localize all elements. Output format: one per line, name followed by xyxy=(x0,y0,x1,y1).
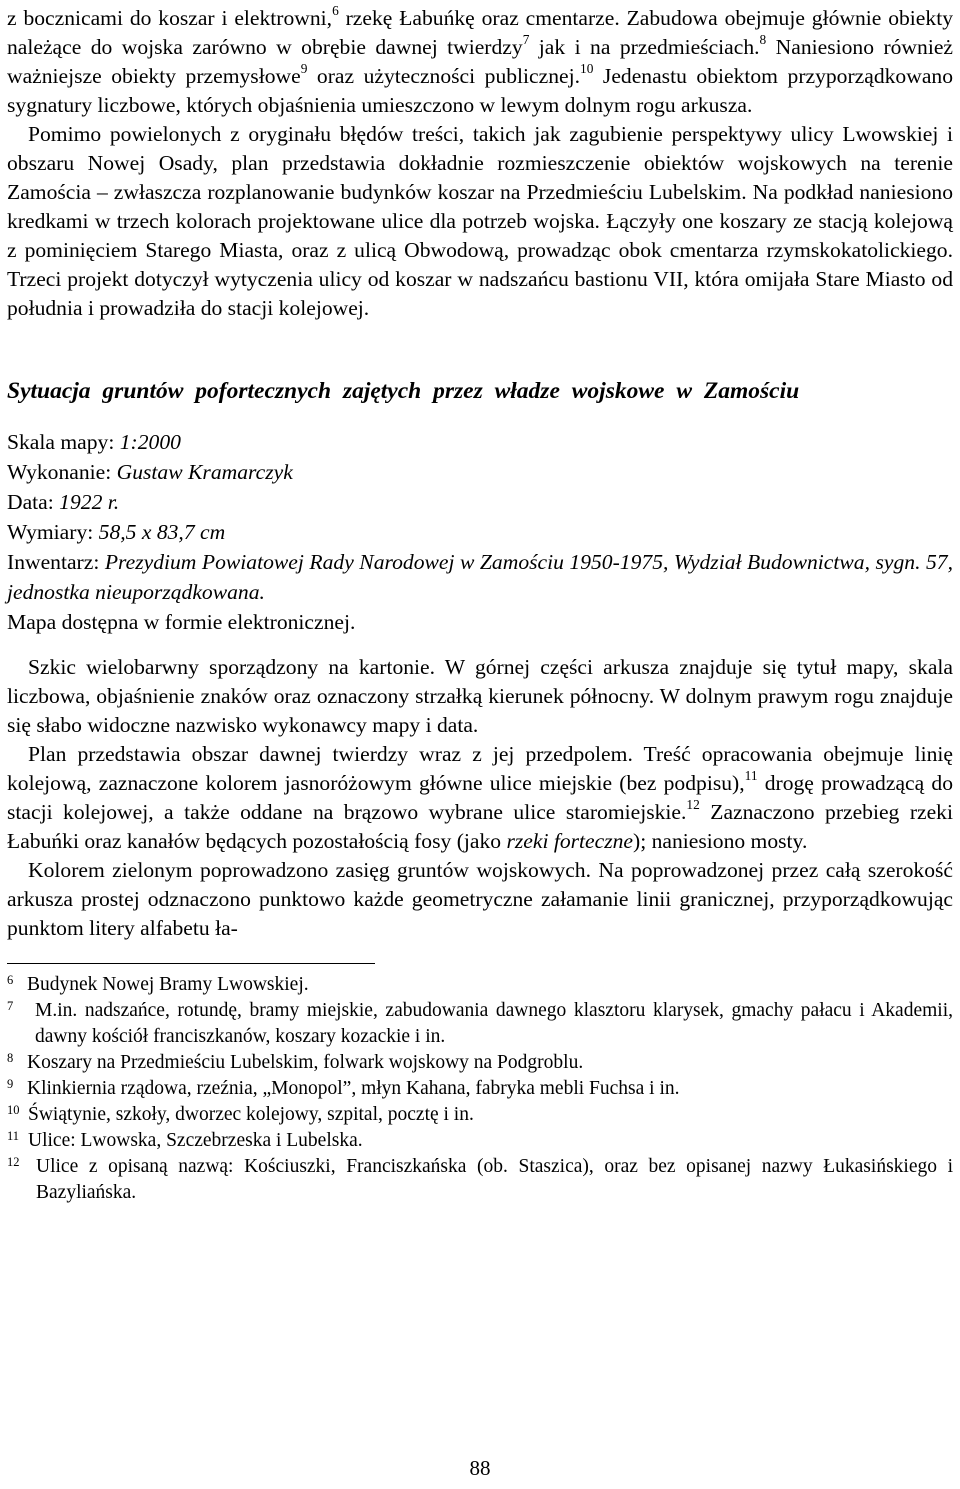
map-description xyxy=(7,653,953,943)
footnote-ref-12[interactable]: 12 xyxy=(686,796,700,812)
footnote-number: 10 xyxy=(7,1103,20,1117)
footnote-text: Budynek Nowej Bramy Lwowskiej. xyxy=(27,974,309,995)
footnote-number: 9 xyxy=(7,1077,14,1091)
footnote-number: 11 xyxy=(7,1129,20,1143)
footnote-11 xyxy=(7,1128,953,1154)
footnotes xyxy=(7,972,953,1206)
footnote-text: M.in. nadszańce, rotundę, bramy miejskie, zabudowania dawnego klasztoru klarysek, gmachy pałacu i Akademii, dawny kościół franciszkanów, koszary kozackie i in. xyxy=(35,1000,953,1047)
meta-dimensions: Wymiary: 58,5 x 83,7 cm xyxy=(7,520,226,544)
body-paragraph-1: z bocznicami do koszar i elektrowni,$^6$ rzekę Łabuńkę oraz cmentarze. Zabudowa obejmuje głównie obiekty należące do wojska zarówno w obrębie dawnej twierdzy$^7$ jak i na przedmieściach.$^8$ Naniesiono również ważniejsze obiekty przemysłowe$^9$ oraz użyteczności publicznej.$^{10}$ Jedenastu obiektom przyporządkowano sygnatury liczbowe, których objaśnienia umieszczono w lewym dolnym rogu arkusza. xyxy=(7,2,954,117)
footnote-8 xyxy=(7,1050,953,1076)
map-metadata xyxy=(7,427,953,637)
footnote-ref-7[interactable]: 7 xyxy=(522,31,530,47)
meta-author: Wykonanie: Gustaw Kramarczyk xyxy=(7,460,293,484)
desc-paragraph-3: Kolorem zielonym poprowadzono zasięg gruntów wojskowych. Na poprowadzonej przez całą szerokość arkusza prostej odznaczono punktowo każde geometryczne załamanie linii granicznej, przyporządkowując punktom litery alfabetu ła- xyxy=(7,858,953,940)
footnote-7 xyxy=(7,998,953,1050)
section-title: Sytuacja gruntów pofortecznych zajętych przez władze wojskowe w Zamościu xyxy=(7,378,800,404)
footnote-number: 6 xyxy=(7,973,14,987)
footnote-ref-6[interactable]: 6 xyxy=(332,2,339,18)
footnote-ref-9[interactable]: 9 xyxy=(300,60,308,76)
desc-paragraph-1: Szkic wielobarwny sporządzony na kartonie. W górnej części arkusza znajduje się tytuł mapy, skala liczbowa, objaśnienie znaków oraz oznaczony strzałką kierunek północny. W dolnym prawym rogu znajduje się słabo widoczne nazwisko wykonawcy mapy i data. xyxy=(7,655,953,737)
body-paragraph-2: Pomimo powielonych z oryginału błędów treści, takich jak zagubienie perspektywy ulicy Lwowskiej i obszaru Nowej Osady, plan przedstawia dokładnie rozmieszczenie obiektów wojskowych na terenie Zamościa – zwłaszcza rozplanowanie budynków koszar na Przedmieściu Lubelskim. Na podkład naniesiono kredkami w trzech kolorach projektowane ulice dla potrzeb wojska. Łączyły one koszary ze stacją kolejową z pominięciem Starego Miasta, oraz z ulicą Obwodową, prowadząc obok cmentarza rzymskokatolickiego. Trzeci projekt dotyczył wytyczenia ulicy od koszar w nadszańcu bastionu VII, która omijała Stare Miasto od południa i prowadziła do stacji kolejowej. xyxy=(7,122,953,320)
meta-inventory: Inwentarz: Prezydium Powiatowej Rady Narodowej w Zamościu 1950-1975, Wydział Budownictwa, sygn. 57, jednostka nieuporządkowana. xyxy=(7,550,953,604)
footnote-12 xyxy=(7,1154,953,1206)
footnote-text: Koszary na Przedmieściu Lubelskim, folwark wojskowy na Podgroblu. xyxy=(27,1052,584,1073)
footnote-ref-10[interactable]: 10 xyxy=(580,60,594,76)
footnote-text: Ulice: Lwowska, Szczebrzeska i Lubelska. xyxy=(28,1130,363,1151)
footnote-number: 8 xyxy=(7,1051,14,1065)
footnote-10 xyxy=(7,1102,953,1128)
meta-scale: Skala mapy: 1:2000 xyxy=(7,430,181,454)
footnote-6 xyxy=(7,972,953,998)
desc-paragraph-2: Plan przedstawia obszar dawnej twierdzy wraz z jej przedpolem. Treść opracowania obejmuje linię kolejową, zaznaczone kolorem jasnoróżowym główne ulice miejskie (bez podpisu),$^{11}$ drogę prowadzącą do stacji kolejowej, a także oddane na brązowo wybrane ulice staromiejskie.$^{12}$ Zaznaczono przebieg rzeki Łabuńki oraz kanałów będących pozostałością fosy (jako rzeki forteczne); naniesiono mosty. xyxy=(7,742,953,853)
footnote-text: Ulice z opisaną nazwą: Kościuszki, Franciszkańska (ob. Staszica), oraz bez opisanej nazwy Łukasińskiego i Bazyliańska. xyxy=(36,1156,953,1203)
footnote-9 xyxy=(7,1076,953,1102)
meta-availability: Mapa dostępna w formie elektronicznej. xyxy=(7,610,356,634)
footnote-ref-8[interactable]: 8 xyxy=(759,31,767,47)
footnote-number: 12 xyxy=(7,1155,20,1169)
footnote-text: Klinkiernia rządowa, rzeźnia, „Monopol”, młyn Kahana, fabryka mebli Fuchsa i in. xyxy=(27,1078,680,1099)
footnote-number: 7 xyxy=(7,999,14,1013)
footnote-text: Świątynie, szkoły, dworzec kolejowy, szpital, pocztę i in. xyxy=(28,1104,474,1125)
page-number: 88 xyxy=(469,1456,491,1480)
footnote-ref-11[interactable]: 11 xyxy=(744,767,758,783)
footnote-separator xyxy=(7,963,375,964)
meta-date: Data: 1922 r. xyxy=(7,490,120,514)
